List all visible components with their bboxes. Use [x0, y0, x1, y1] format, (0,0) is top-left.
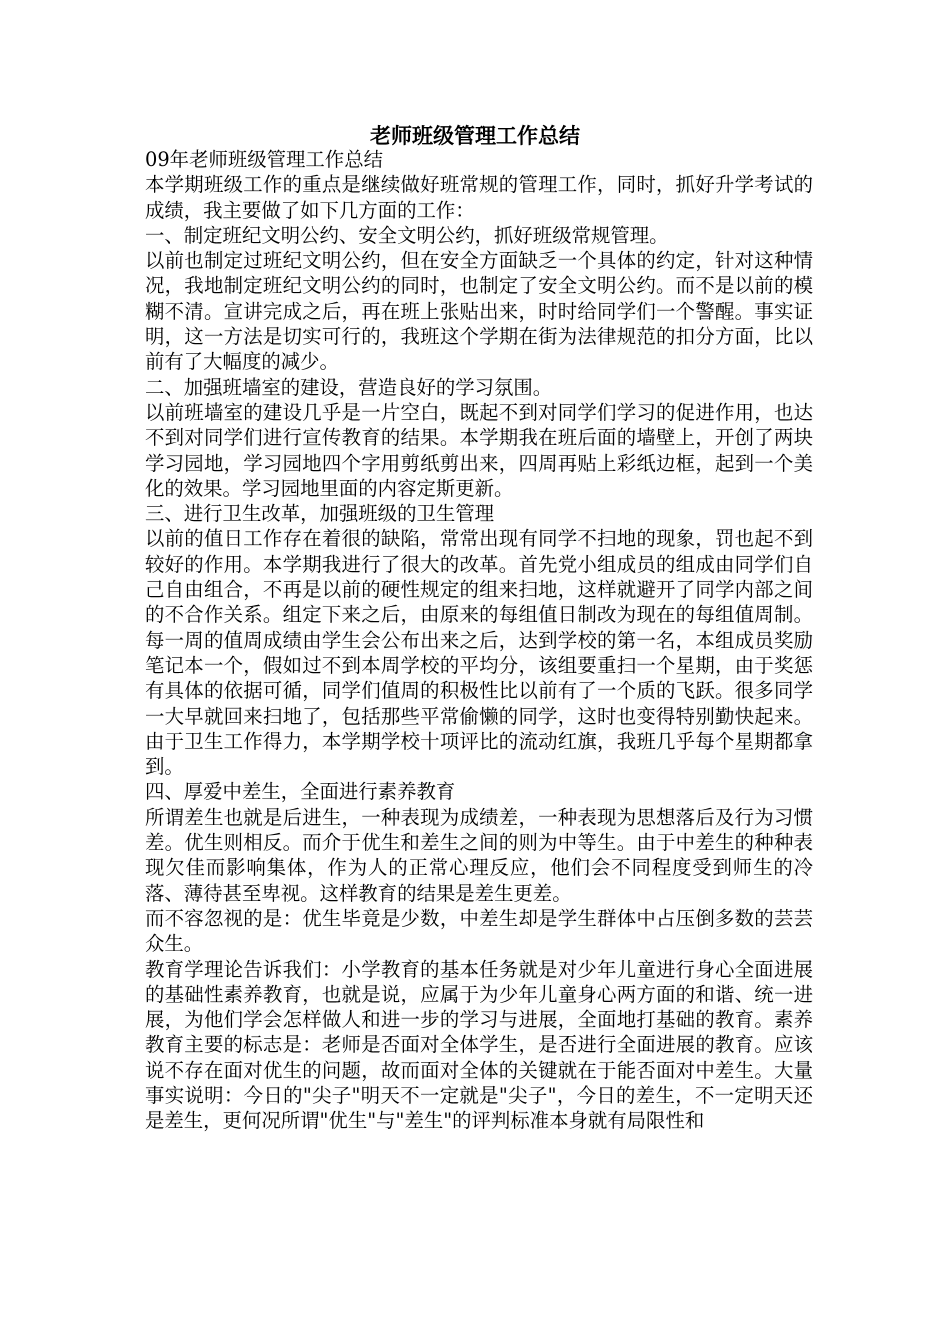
section-heading: 一、制定班纪文明公约、安全文明公约，抓好班级常规管理。 — [145, 223, 669, 247]
paragraph: 教育学理论告诉我们：小学教育的基本任务就是对少年儿童进行身心全面进展的基础性素养教育，也就是说，应属于为少年儿童身心两方面的和谐、统一进展，为他们学会怎样做人和进一步的学习与进展，全面地打基础的教育。素养教育主要的标志是：老师是否面对全体学生，是否进行全面进展的教育。应该说不存在面对优生的问题，故而面对全体的关键就在于能否面对中差生。大量事实说明：今日的"尖子"明天不一定就是"尖子"，今日的差生，不一定明天还是差生，更何况所谓"优生"与"差生"的评判标准本身就有局限性和 — [145, 957, 813, 1133]
section-heading: 四、厚爱中差生，全面进行素养教育 — [145, 780, 456, 804]
paragraph: 以前的值日工作存在着很的缺陷，常常出现有同学不扫地的现象，罚也起不到较好的作用。本学期我进行了很大的改革。首先党小组成员的组成由同学们自己自由组合，不再是以前的硬性规定的组来扫地，这样就避开了同学内部之间的不合作关系。组定下来之后，由原来的每组值日制改为现在的每组值周制。每一周的值周成绩由学生会公布出来之后，达到学校的第一名，本组成员奖励笔记本一个，假如过不到本周学校的平均分，该组要重扫一个星期，由于奖惩有具体的依据可循，同学们值周的积极性比以前有了一个质的飞跃。很多同学一大早就回来扫地了，包括那些平常偷懒的同学，这时也变得特别勤快起来。由于卫生工作得力，本学期学校十项评比的流动红旗，我班几乎每个星期都拿到。 — [145, 527, 813, 779]
paragraph: 本学期班级工作的重点是继续做好班常规的管理工作，同时，抓好升学考试的成绩，我主要做了如下几方面的工作： — [145, 173, 813, 222]
paragraph: 以前也制定过班纪文明公约，但在安全方面缺乏一个具体的约定，针对这种情况，我地制定班纪文明公约的同时，也制定了安全文明公约。而不是以前的模糊不清。宣讲完成之后，再在班上张贴出来，时时给同学们一个警醒。事实证明，这一方法是切实可行的，我班这个学期在街为法律规范的扣分方面，比以前有了大幅度的减少。 — [145, 249, 813, 374]
document-title: 老师班级管理工作总结 — [370, 123, 580, 148]
section-heading: 二、加强班墙室的建设，营造良好的学习氛围。 — [145, 375, 553, 399]
section-heading: 三、进行卫生改革，加强班级的卫生管理 — [145, 502, 495, 526]
document-body — [145, 147, 813, 1134]
paragraph: 09年老师班级管理工作总结 — [145, 148, 383, 171]
paragraph: 以前班墙室的建设几乎是一片空白，既起不到对同学们学习的促进作用，也达不到对同学们进行宣传教育的结果。本学期我在班后面的墙壁上，开创了两块学习园地，学习园地四个字用剪纸剪出来，四周再贴上彩纸边框，起到一个美化的效果。学习园地里面的内容定斯更新。 — [145, 400, 813, 500]
paragraph: 所谓差生也就是后进生，一种表现为成绩差，一种表现为思想落后及行为习惯差。优生则相反。而介于优生和差生之间的则为中等生。由于中差生的种种表现欠佳而影响集体，作为人的正常心理反应，他们会不同程度受到师生的冷落、薄待甚至卑视。这样教育的结果是差生更差。 — [145, 805, 813, 905]
paragraph: 而不容忽视的是：优生毕竟是少数，中差生却是学生群体中占压倒多数的芸芸众生。 — [145, 906, 813, 956]
